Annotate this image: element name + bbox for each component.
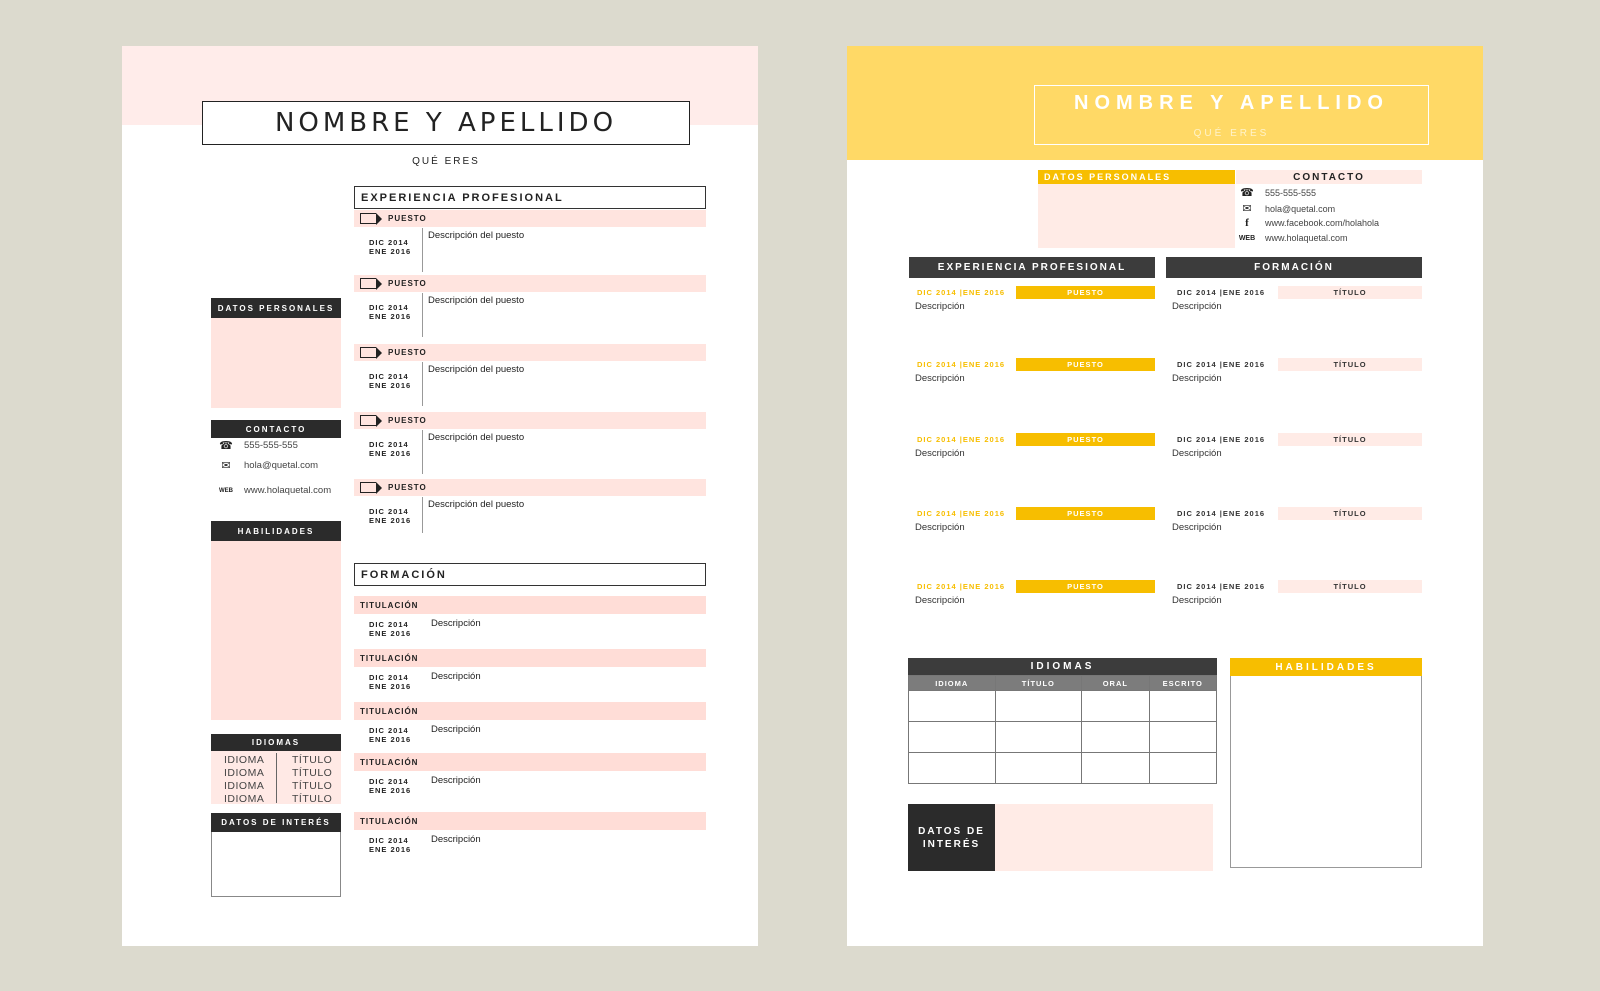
education-description: Descripción <box>431 671 481 682</box>
timeline-line <box>422 430 423 474</box>
table-row <box>909 753 1217 784</box>
job-description: Descripción del puesto <box>428 432 525 443</box>
contact-heading: CONTACTO <box>211 420 341 438</box>
contact-email <box>1235 202 1335 215</box>
edu-dates: DIC 2014 |ENE 2016 <box>1177 288 1266 297</box>
job-dates: DIC 2014 |ENE 2016 <box>917 360 1006 369</box>
education-title-bar: TÍTULO <box>1278 286 1422 299</box>
resume-page-left <box>122 46 758 946</box>
email-text: hola@quetal.com <box>1265 203 1336 214</box>
languages-divider <box>276 753 277 803</box>
job-dates-to: ENE 2016 <box>369 449 412 458</box>
education-description: Descripción <box>1172 595 1222 606</box>
experience-heading: EXPERIENCIA PROFESIONAL <box>909 257 1155 278</box>
languages-heading: IDIOMAS <box>908 658 1217 675</box>
job-dates: DIC 2014 |ENE 2016 <box>917 509 1006 518</box>
job-description: Descripción del puesto <box>428 364 525 375</box>
table-row <box>909 722 1217 753</box>
col-header: TÍTULO <box>995 676 1082 691</box>
language-title: TÍTULO <box>292 754 333 766</box>
language-title: TÍTULO <box>292 767 333 779</box>
education-description: Descripción <box>431 724 481 735</box>
education-title-bar: TÍTULO <box>1278 433 1422 446</box>
job-title-bar <box>354 344 706 361</box>
contact-web <box>214 485 331 496</box>
education-title-bar: TÍTULO <box>1278 580 1422 593</box>
job-description: Descripción <box>915 301 965 312</box>
job-description: Descripción <box>915 595 965 606</box>
education-title-bar: TITULACIÓN <box>354 702 706 720</box>
experience-heading: EXPERIENCIA PROFESIONAL <box>354 186 706 209</box>
education-title-bar: TÍTULO <box>1278 507 1422 520</box>
interests-heading <box>908 804 995 871</box>
contact-phone <box>1235 186 1316 199</box>
job-description: Descripción del puesto <box>428 295 525 306</box>
job-dates-to: ENE 2016 <box>369 381 412 390</box>
edu-dates-to: ENE 2016 <box>369 786 412 795</box>
facebook-text: www.facebook.com/holahola <box>1265 218 1380 228</box>
language-title: TÍTULO <box>292 793 333 805</box>
job-dates-from: DIC 2014 <box>369 372 409 381</box>
job-title: PUESTO <box>388 279 427 288</box>
tag-icon <box>360 213 376 224</box>
edu-dates: DIC 2014 |ENE 2016 <box>1177 509 1266 518</box>
web-text: www.holaquetal.com <box>1265 233 1348 243</box>
edu-dates-from: DIC 2014 <box>369 726 409 735</box>
name-title: NOMBRE Y APELLIDO <box>1074 92 1389 114</box>
edu-dates-to: ENE 2016 <box>369 682 412 691</box>
phone-icon: ☎ <box>219 440 233 452</box>
skills-heading: HABILIDADES <box>211 521 341 541</box>
timeline-line <box>422 293 423 337</box>
job-description: Descripción <box>915 373 965 384</box>
edu-dates-to: ENE 2016 <box>369 629 412 638</box>
interests-box <box>995 804 1213 871</box>
languages-heading: IDIOMAS <box>211 734 341 751</box>
job-title: PUESTO <box>388 348 427 357</box>
education-description: Descripción <box>1172 301 1222 312</box>
edu-dates: DIC 2014 |ENE 2016 <box>1177 582 1266 591</box>
personal-heading: DATOS PERSONALES <box>211 298 341 318</box>
job-title: PUESTO <box>388 214 427 223</box>
subtitle: QUÉ ERES <box>412 156 480 167</box>
job-title-bar <box>354 275 706 292</box>
education-title-bar: TITULACIÓN <box>354 753 706 771</box>
job-dates-to: ENE 2016 <box>369 516 412 525</box>
education-heading: FORMACIÓN <box>1166 257 1422 278</box>
job-dates-to: ENE 2016 <box>369 247 412 256</box>
personal-heading: DATOS PERSONALES <box>1038 170 1235 184</box>
job-dates-from: DIC 2014 <box>369 238 409 247</box>
timeline-line <box>422 228 423 272</box>
job-description: Descripción del puesto <box>428 230 525 241</box>
education-description: Descripción <box>431 775 481 786</box>
interests-heading-line1: DATOS DE <box>918 825 985 837</box>
language-name: IDIOMA <box>224 767 265 779</box>
education-description: Descripción <box>1172 373 1222 384</box>
web-label: WEB <box>219 487 233 494</box>
col-header: ESCRITO <box>1149 676 1216 691</box>
skills-box <box>1230 676 1422 868</box>
job-title-bar <box>354 479 706 496</box>
skills-heading: HABILIDADES <box>1230 658 1422 676</box>
job-dates-from: DIC 2014 <box>369 440 409 449</box>
job-title-bar: PUESTO <box>1016 433 1155 446</box>
personal-box <box>1038 184 1235 248</box>
language-name: IDIOMA <box>224 793 265 805</box>
contact-phone <box>214 439 298 452</box>
job-title-bar: PUESTO <box>1016 580 1155 593</box>
contact-facebook <box>1235 217 1379 229</box>
edu-dates-to: ENE 2016 <box>369 735 412 744</box>
personal-box <box>211 318 341 408</box>
job-dates-from: DIC 2014 <box>369 507 409 516</box>
table-row <box>909 691 1217 722</box>
education-description: Descripción <box>1172 448 1222 459</box>
contact-heading: CONTACTO <box>1236 170 1422 184</box>
edu-dates-from: DIC 2014 <box>369 777 409 786</box>
timeline-line <box>422 497 423 533</box>
col-header: IDIOMA <box>909 676 996 691</box>
job-description: Descripción <box>915 448 965 459</box>
tag-icon <box>360 482 376 493</box>
web-text: www.holaquetal.com <box>244 485 332 496</box>
name-title: NOMBRE Y APELLIDO <box>202 101 690 145</box>
job-title-bar: PUESTO <box>1016 286 1155 299</box>
facebook-icon: f <box>1245 217 1249 229</box>
education-description: Descripción <box>431 618 481 629</box>
edu-dates: DIC 2014 |ENE 2016 <box>1177 435 1266 444</box>
job-dates-to: ENE 2016 <box>369 312 412 321</box>
education-heading: FORMACIÓN <box>354 563 706 586</box>
education-title-bar: TITULACIÓN <box>354 812 706 830</box>
edu-dates: DIC 2014 |ENE 2016 <box>1177 360 1266 369</box>
tag-icon <box>360 278 376 289</box>
job-dates-from: DIC 2014 <box>369 303 409 312</box>
phone-icon: ☎ <box>1240 187 1254 199</box>
edu-dates-from: DIC 2014 <box>369 620 409 629</box>
job-title-bar <box>354 412 706 429</box>
web-label: WEB <box>1238 234 1256 242</box>
language-name: IDIOMA <box>224 780 265 792</box>
education-title-bar: TITULACIÓN <box>354 649 706 667</box>
education-description: Descripción <box>431 834 481 845</box>
edu-dates-to: ENE 2016 <box>369 845 412 854</box>
education-title-bar: TITULACIÓN <box>354 596 706 614</box>
language-title: TÍTULO <box>292 780 333 792</box>
job-description: Descripción del puesto <box>428 499 525 510</box>
edu-dates-from: DIC 2014 <box>369 673 409 682</box>
job-description: Descripción <box>915 522 965 533</box>
edu-dates-from: DIC 2014 <box>369 836 409 845</box>
tag-icon <box>360 415 376 426</box>
tag-icon <box>360 347 376 358</box>
interests-heading-line2: INTERÉS <box>922 838 981 850</box>
resume-page-right <box>847 46 1483 946</box>
job-title-bar: PUESTO <box>1016 358 1155 371</box>
timeline-line <box>422 362 423 406</box>
language-name: IDIOMA <box>224 754 265 766</box>
subtitle: QUÉ ERES <box>1193 128 1270 139</box>
education-title-bar: TÍTULO <box>1278 358 1422 371</box>
interests-box <box>211 832 341 897</box>
job-dates: DIC 2014 |ENE 2016 <box>917 582 1006 591</box>
job-title-bar: PUESTO <box>1016 507 1155 520</box>
envelope-icon: ✉ <box>1242 203 1252 215</box>
phone-text: 555-555-555 <box>244 440 298 451</box>
education-description: Descripción <box>1172 522 1222 533</box>
envelope-icon: ✉ <box>221 460 231 472</box>
skills-box <box>211 541 341 720</box>
col-header: ORAL <box>1082 676 1149 691</box>
interests-heading: DATOS DE INTERÉS <box>211 813 341 832</box>
job-title-bar <box>354 210 706 227</box>
phone-text: 555-555-555 <box>1265 187 1317 198</box>
contact-web <box>1235 233 1348 243</box>
job-dates: DIC 2014 |ENE 2016 <box>917 435 1006 444</box>
contact-email <box>214 459 318 472</box>
job-dates: DIC 2014 |ENE 2016 <box>917 288 1006 297</box>
job-title: PUESTO <box>388 416 427 425</box>
job-title: PUESTO <box>388 483 427 492</box>
languages-table <box>908 675 1217 784</box>
email-text: hola@quetal.com <box>244 460 319 471</box>
